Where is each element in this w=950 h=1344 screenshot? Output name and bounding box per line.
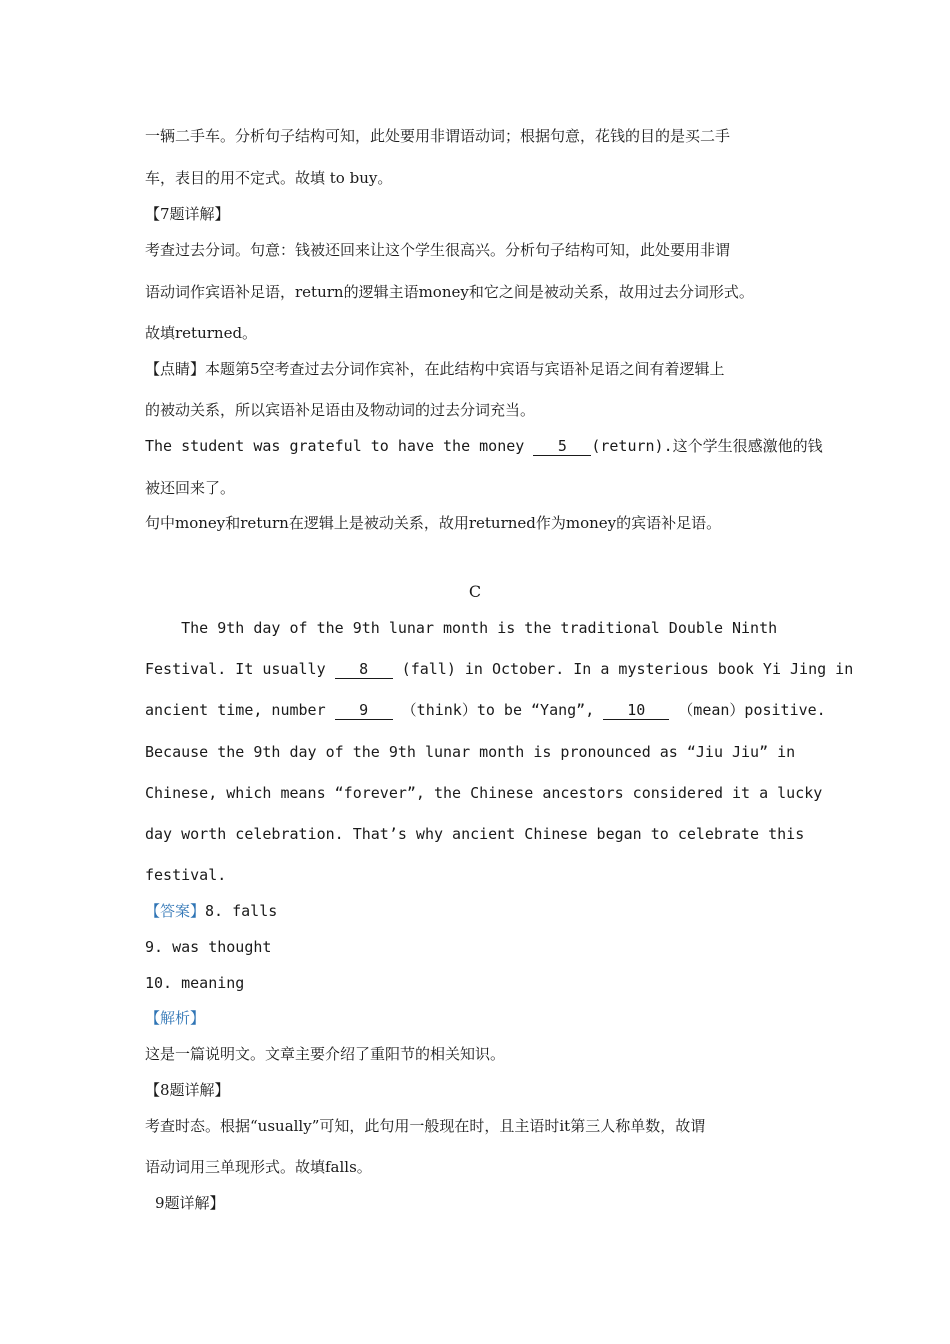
paragraph-line: 考查时态。根据“usually”可知，此句用一般现在时，且主语时it第三人称单数，故谓 [145,1117,706,1135]
blank-10: 10 [603,702,669,720]
paragraph-line: 语动词用三单现形式。故填falls。 [145,1158,372,1176]
analysis-summary: 这是一篇说明文。文章主要介绍了重阳节的相关知识。 [145,1045,506,1063]
paragraph-line: 语动词作宾语补足语，return的逻辑主语money和它之间是被动关系，故用过去分词形式。 [145,283,754,301]
blank-8: 8 [335,661,393,679]
passage-line: day worth celebration. That’s why ancient Chinese began to celebrate this [145,825,805,843]
blank-9: 9 [335,702,393,720]
passage-line: Because the 9th day of the 9th lunar month is pronounced as “Jiu Jiu” in [145,743,796,761]
paragraph-line: 车，表目的用不定式。故填 to buy。 [145,169,393,187]
analysis-label: 【解析】 [145,1009,206,1027]
answer-9: 9. was thought [145,938,272,956]
paragraph-line: 一辆二手车。分析句子结构可知，此处要用非谓语动词；根据句意，花钱的目的是买二手 [145,127,731,145]
section-title: C [468,582,482,601]
paragraph-line: 考查过去分词。句意：钱被还回来让这个学生很高兴。分析句子结构可知，此处要用非谓 [145,241,731,259]
answers-label: 【答案】 [145,902,206,920]
tip-line: 【点睛】本题第5空考查过去分词作宾补，在此结构中宾语与宾语补足语之间有着逻辑上 [145,360,725,378]
passage-line: Festival. It usually 8 (fall) in October. In a mysterious book Yi Jing in [145,660,854,678]
q8-heading: 【8题详解】 [145,1081,230,1099]
paragraph-line: 的被动关系，所以宾语补足语由及物动词的过去分词充当。 [145,401,536,419]
answer-10: 10. meaning [145,974,245,992]
paragraph-line: 故填returned。 [145,324,258,342]
q9-heading: 9题详解】 [155,1194,225,1212]
passage-line: Chinese, which means “forever”, the Chinese ancestors considered it a lucky [145,784,823,802]
paragraph-line: 句中money和return在逻辑上是被动关系，故用returned作为money的宾语补足语。 [145,514,722,532]
passage-line: ancient time, number 9 （think）to be “Yang”, 10 （mean）positive. [145,701,826,719]
q7-heading: 【7题详解】 [145,205,230,223]
answer-8: 8. falls [205,902,278,920]
passage-line: festival. [145,866,227,884]
blank-5: 5 [533,438,591,456]
passage-line: The 9th day of the 9th lunar month is the traditional Double Ninth [145,619,778,637]
paragraph-line: 被还回来了。 [145,479,236,497]
answers-line [145,901,277,921]
example-sentence: The student was grateful to have the money 5 (return).这个学生很感激他的钱 [145,437,823,455]
